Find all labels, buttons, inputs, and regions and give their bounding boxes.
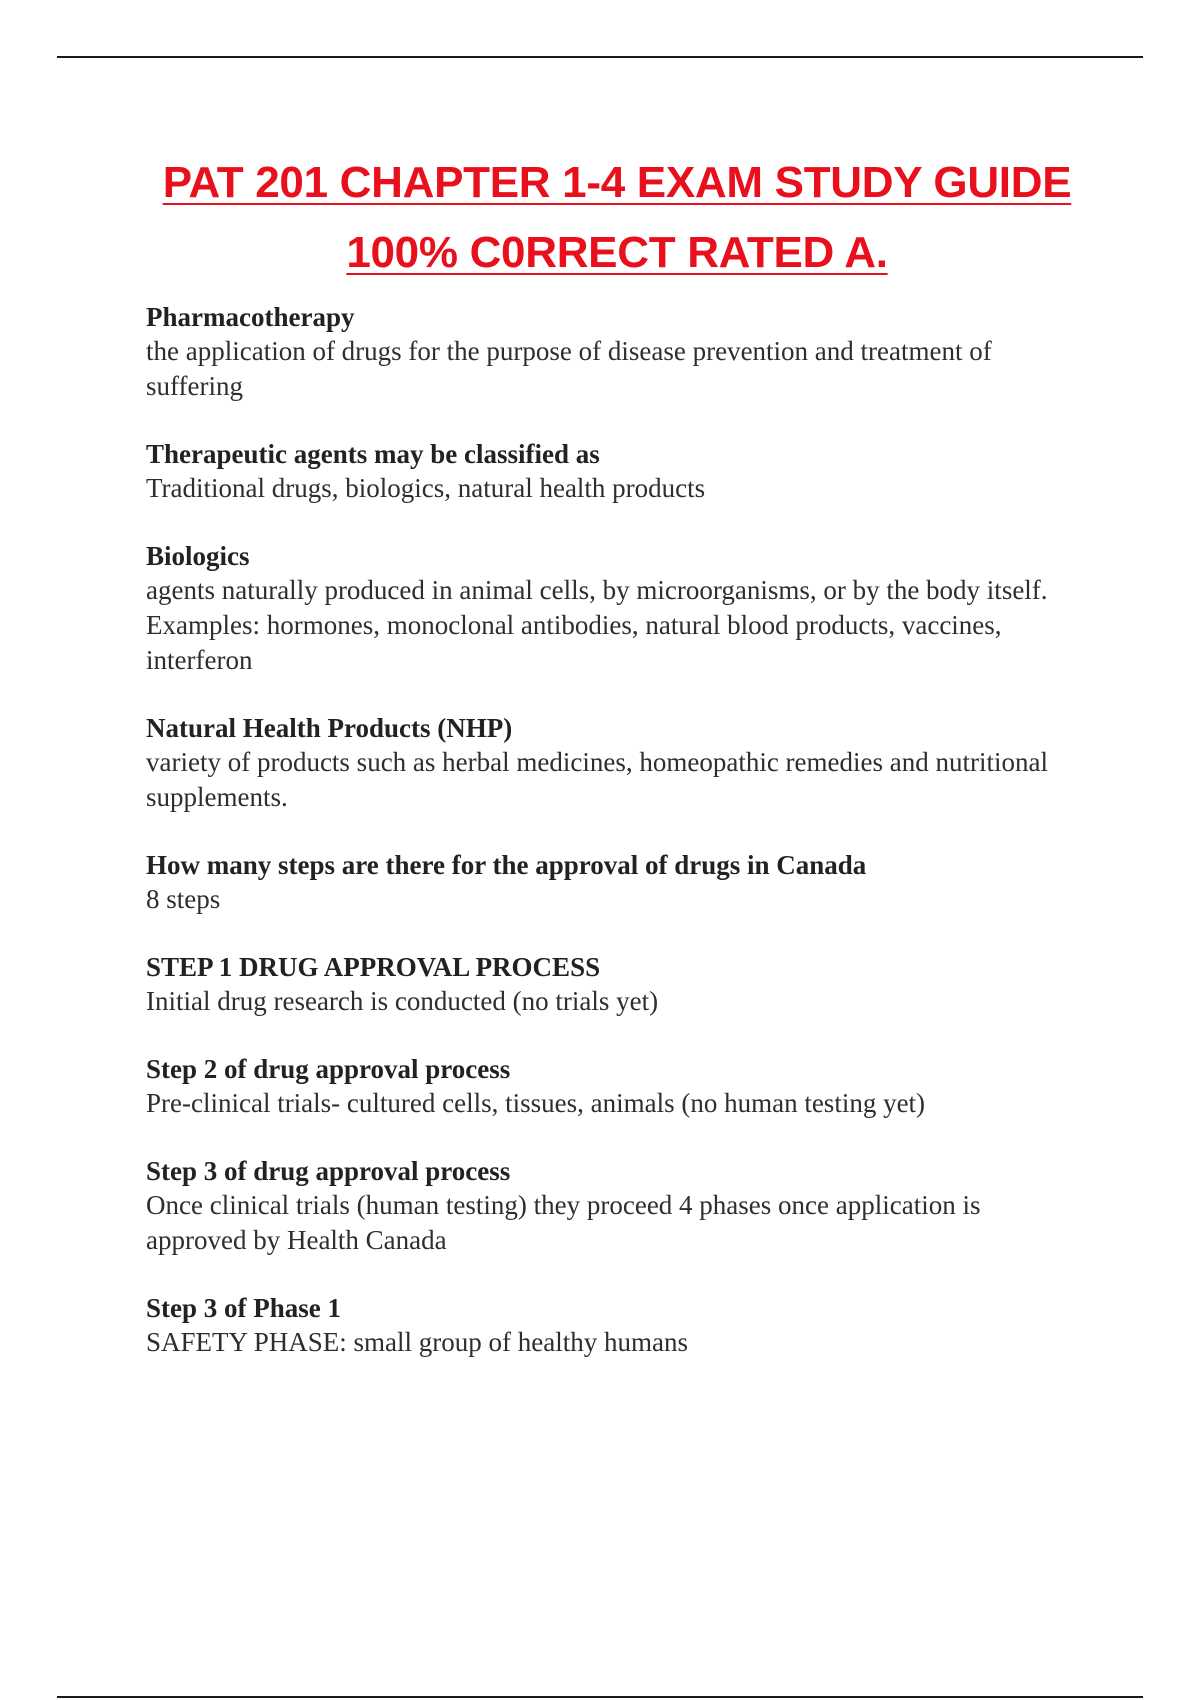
entry-definition: Traditional drugs, biologics, natural health products xyxy=(146,473,706,503)
title-line-2: 100% C0RRECT RATED A. xyxy=(346,228,888,277)
entry-definition: the application of drugs for the purpose of disease prevention and treatment of suffering xyxy=(146,336,992,401)
entry-term: Step 3 of drug approval process xyxy=(146,1156,511,1186)
entry-definition: Once clinical trials (human testing) they proceed 4 phases once application is approved by Health Canada xyxy=(146,1190,981,1255)
entry-term: Step 2 of drug approval process xyxy=(146,1054,511,1084)
entry-step-3-phase-1 xyxy=(146,1291,1086,1360)
entry-definition: SAFETY PHASE: small group of healthy humans xyxy=(146,1327,688,1357)
footer-rule xyxy=(57,1696,1143,1698)
entry-therapeutic-agents xyxy=(146,437,1086,506)
entry-step-3 xyxy=(146,1154,1086,1258)
entry-approval-steps xyxy=(146,848,1086,917)
entry-step-1 xyxy=(146,950,1086,1019)
entry-term: Natural Health Products (NHP) xyxy=(146,713,513,743)
header-rule xyxy=(57,56,1143,58)
entry-pharmacotherapy xyxy=(146,300,1086,404)
entry-examples: Examples: hormones, monoclonal antibodies, natural blood products, vaccines, interferon xyxy=(146,610,1002,675)
title-line-1: PAT 201 CHAPTER 1-4 EXAM STUDY GUIDE xyxy=(162,158,1072,207)
entry-term: How many steps are there for the approval of drugs in Canada xyxy=(146,850,867,880)
entry-definition: agents naturally produced in animal cells, by microorganisms, or by the body itself. xyxy=(146,575,1048,605)
entry-biologics xyxy=(146,539,1086,678)
entry-definition: Initial drug research is conducted (no trials yet) xyxy=(146,986,659,1016)
entry-natural-health-products xyxy=(146,711,1086,815)
entry-definition: Pre-clinical trials- cultured cells, tissues, animals (no human testing yet) xyxy=(146,1088,926,1118)
study-guide-content xyxy=(146,300,1086,1393)
entry-step-2 xyxy=(146,1052,1086,1121)
entry-term: Biologics xyxy=(146,541,250,571)
entry-definition: variety of products such as herbal medicines, homeopathic remedies and nutritional supplements. xyxy=(146,747,1048,812)
entry-term: Pharmacotherapy xyxy=(146,302,355,332)
entry-term: Therapeutic agents may be classified as xyxy=(146,439,600,469)
entry-definition: 8 steps xyxy=(146,884,221,914)
entry-term: STEP 1 DRUG APPROVAL PROCESS xyxy=(146,952,601,982)
document-title xyxy=(0,148,1200,288)
entry-term: Step 3 of Phase 1 xyxy=(146,1293,341,1323)
